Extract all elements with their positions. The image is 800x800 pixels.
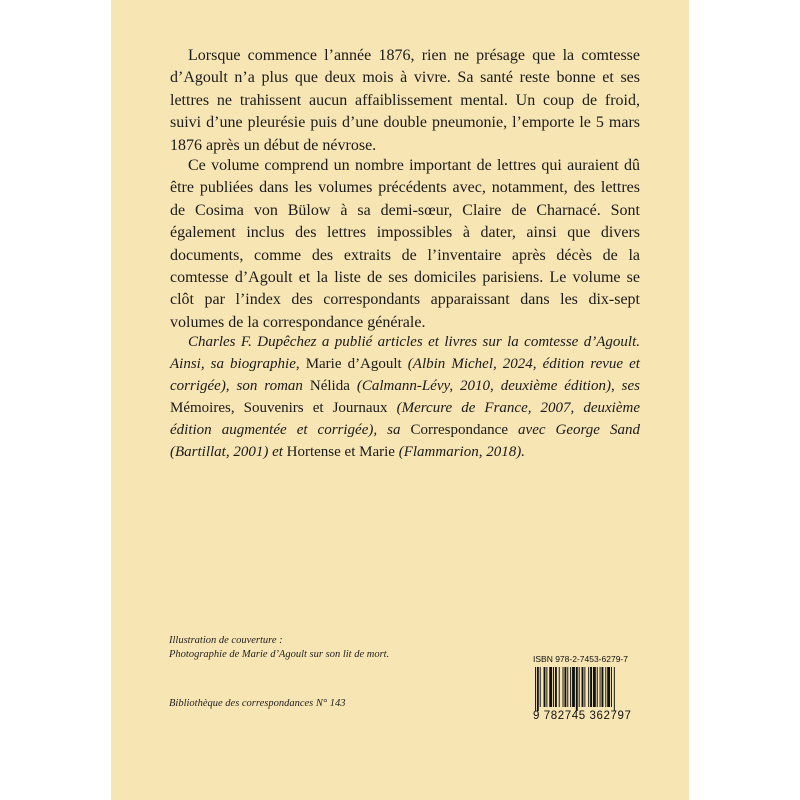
illustration-label: Illustration de couverture : bbox=[169, 635, 283, 646]
bio-title-hortense-et-marie: Hortense et Marie bbox=[286, 444, 395, 460]
back-cover bbox=[111, 0, 689, 800]
illustration-caption: Photographie de Marie d’Agoult sur son lit de mort. bbox=[169, 649, 390, 660]
bio-title-nelida: Nélida bbox=[309, 378, 350, 394]
barcode-digits: 9 782745 362797 bbox=[533, 710, 632, 722]
isbn-block bbox=[533, 654, 641, 722]
bio-segment: (Calmann-Lévy, 2010, deuxième édition), ses bbox=[349, 378, 641, 394]
bio-title-correspondance: Correspondance bbox=[410, 422, 508, 438]
summary-paragraph-2: Ce volume comprend un nombre important de lettres qui auraient dû être publiées dans les volumes précédents avec, notamment, des lettres de Cosima von Bülow à sa demi-sœur, Claire de Charnacé. Sont également inclus des lettres impossibles à dater, ainsi que divers documents, comme des extraits de l’inventaire après décès de la comtesse d’Agoult et la liste de ses domiciles parisiens. Le volume se clôt par l’index des correspondants apparaissant dans les dix-sept volumes de la correspondance générale. bbox=[170, 157, 640, 331]
summary-paragraph-1: Lorsque commence l’année 1876, rien ne présage que la comtesse d’Agoult n’a plus que deux mois à vivre. Sa santé reste bonne et ses lettres ne trahissent aucun affaiblissement mental. Un coup de froid, suivi d’une pleurésie puis d’une double pneumonie, l’emporte le 5 mars 1876 après un début de névrose. bbox=[170, 47, 640, 154]
bio-segment: (Albin Michel, 2024, édition revue et corrigée), son roman bbox=[170, 356, 640, 394]
author-bio bbox=[170, 331, 640, 463]
isbn-label: ISBN 978-2-7453-6279-7 bbox=[533, 654, 628, 664]
bio-segment: (Flammarion, 2018). bbox=[394, 444, 525, 460]
barcode-image bbox=[533, 667, 637, 711]
bio-title-marie-dagoult: Marie d’Agoult bbox=[305, 356, 402, 372]
cover-illustration-credit bbox=[169, 634, 389, 662]
bio-segment: Charles F. Dupêchez a publié articles et livres sur la comtesse d’Agoult. Ainsi, sa biographie, bbox=[170, 334, 640, 372]
bio-segment: (Mercure de France, 2007, deuxième édition augmentée et corrigée), sa bbox=[170, 400, 640, 438]
bio-segment: avec George Sand (Bartillat, 2001) et bbox=[170, 422, 641, 460]
bio-title-memoires: Mémoires, Souvenirs et Journaux bbox=[170, 400, 388, 416]
series-line: Bibliothèque des correspondances N° 143 bbox=[169, 698, 346, 709]
